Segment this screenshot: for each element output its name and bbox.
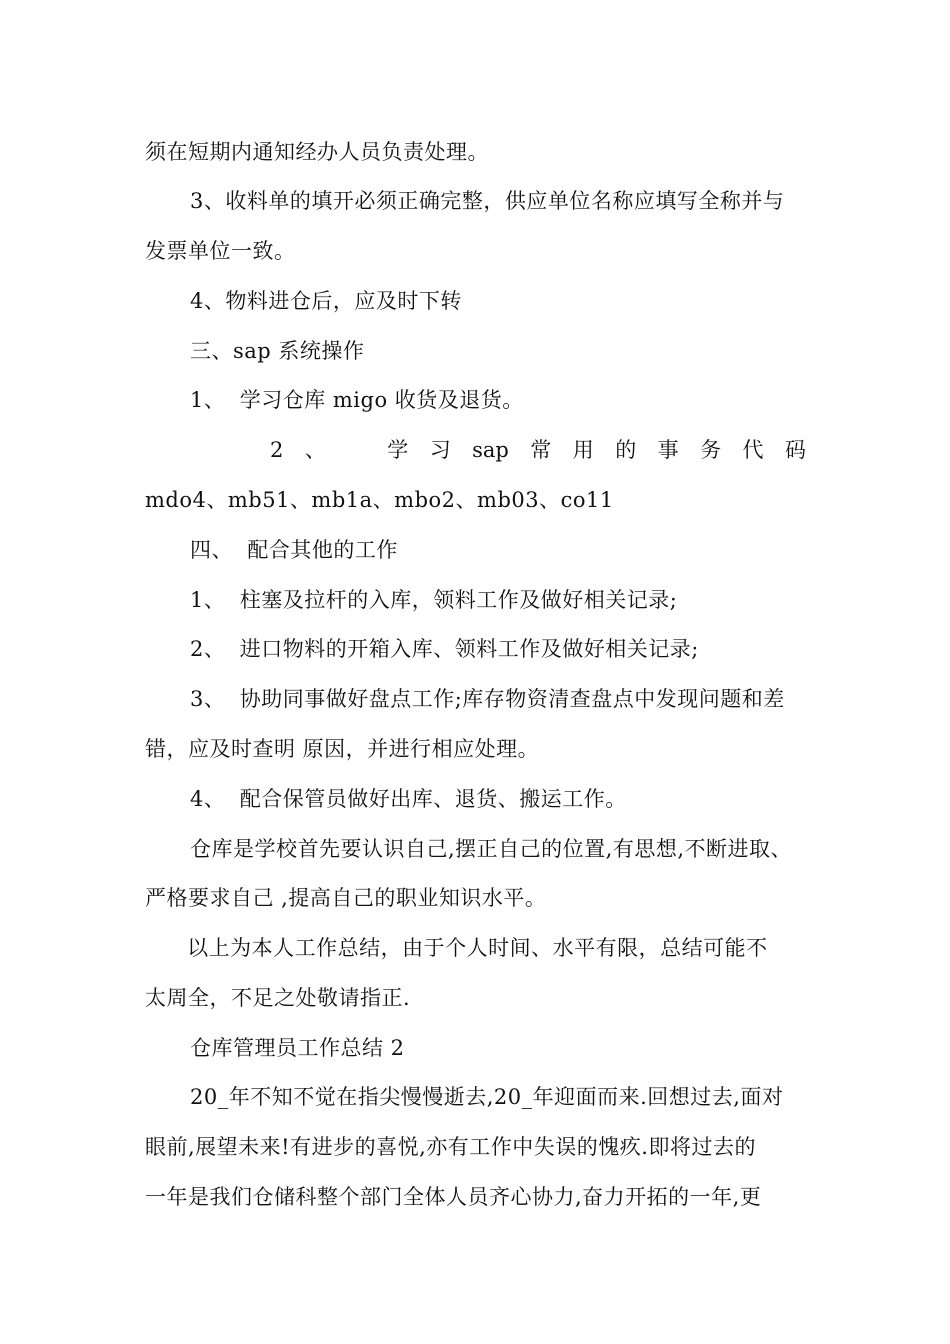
spaced-word: sap <box>472 438 509 462</box>
section-heading: 四、 配合其他的工作 <box>190 538 398 562</box>
text-line: 仓库是学校首先要认识自己,摆正自己的位置,有思想,不断进取、 <box>190 837 793 861</box>
text-line: 20_年不知不觉在指尖慢慢逝去,20_年迎面而来.回想过去,面对 <box>190 1085 784 1109</box>
text-line: 须在短期内通知经办人员负责处理。 <box>145 140 489 164</box>
section-title: 仓库管理员工作总结 2 <box>190 1036 405 1060</box>
text-line: 3、 协助同事做好盘点工作;库存物资清查盘点中发现问题和差 <box>190 687 785 711</box>
text-line: 3、收料单的填开必须正确完整，供应单位名称应填写全称并与 <box>190 189 785 213</box>
text-line: 4、 配合保管员做好出库、退货、搬运工作。 <box>190 787 627 811</box>
text-line: mdo4、mb51、mb1a、mbo2、mb03、co11 <box>145 488 614 512</box>
text-line: 严格要求自己 ,提高自己的职业知识水平。 <box>145 886 547 910</box>
spaced-text-line <box>190 435 806 465</box>
spaced-word: 学 <box>387 438 409 462</box>
section-heading: 三、sap 系统操作 <box>190 339 365 363</box>
text-line: 1、 学习仓库 migo 收货及退货。 <box>190 388 524 412</box>
text-line: 以上为本人工作总结，由于个人时间、水平有限，总结可能不 <box>180 936 768 960</box>
text-line: 1、 柱塞及拉杆的入库，领料工作及做好相关记录; <box>190 588 678 612</box>
spaced-word: 用 <box>572 438 594 462</box>
spaced-word: 务 <box>700 438 722 462</box>
text-line: 发票单位一致。 <box>145 239 296 263</box>
text-line: 4、物料进仓后，应及时下转 <box>190 289 462 313</box>
spaced-word: 代 <box>742 438 764 462</box>
text-line: 错，应及时查明 原因，并进行相应处理。 <box>145 737 540 761</box>
text-line: 2、 进口物料的开箱入库、领料工作及做好相关记录; <box>190 637 699 661</box>
text-line: 眼前,展望未来!有进步的喜悦,亦有工作中失误的愧疚.即将过去的 <box>145 1135 756 1159</box>
spaced-word: 的 <box>615 438 637 462</box>
spaced-word: 习 <box>429 438 451 462</box>
spaced-word: 、 <box>304 438 326 462</box>
spaced-word: 常 <box>530 438 552 462</box>
spaced-word: 2 <box>270 438 284 462</box>
spaced-word: 码 <box>784 438 806 462</box>
text-line: 太周全，不足之处敬请指正. <box>145 986 411 1010</box>
spaced-word: 事 <box>657 438 679 462</box>
text-line: 一年是我们仓储科整个部门全体人员齐心协力,奋力开拓的一年,更 <box>145 1185 762 1209</box>
